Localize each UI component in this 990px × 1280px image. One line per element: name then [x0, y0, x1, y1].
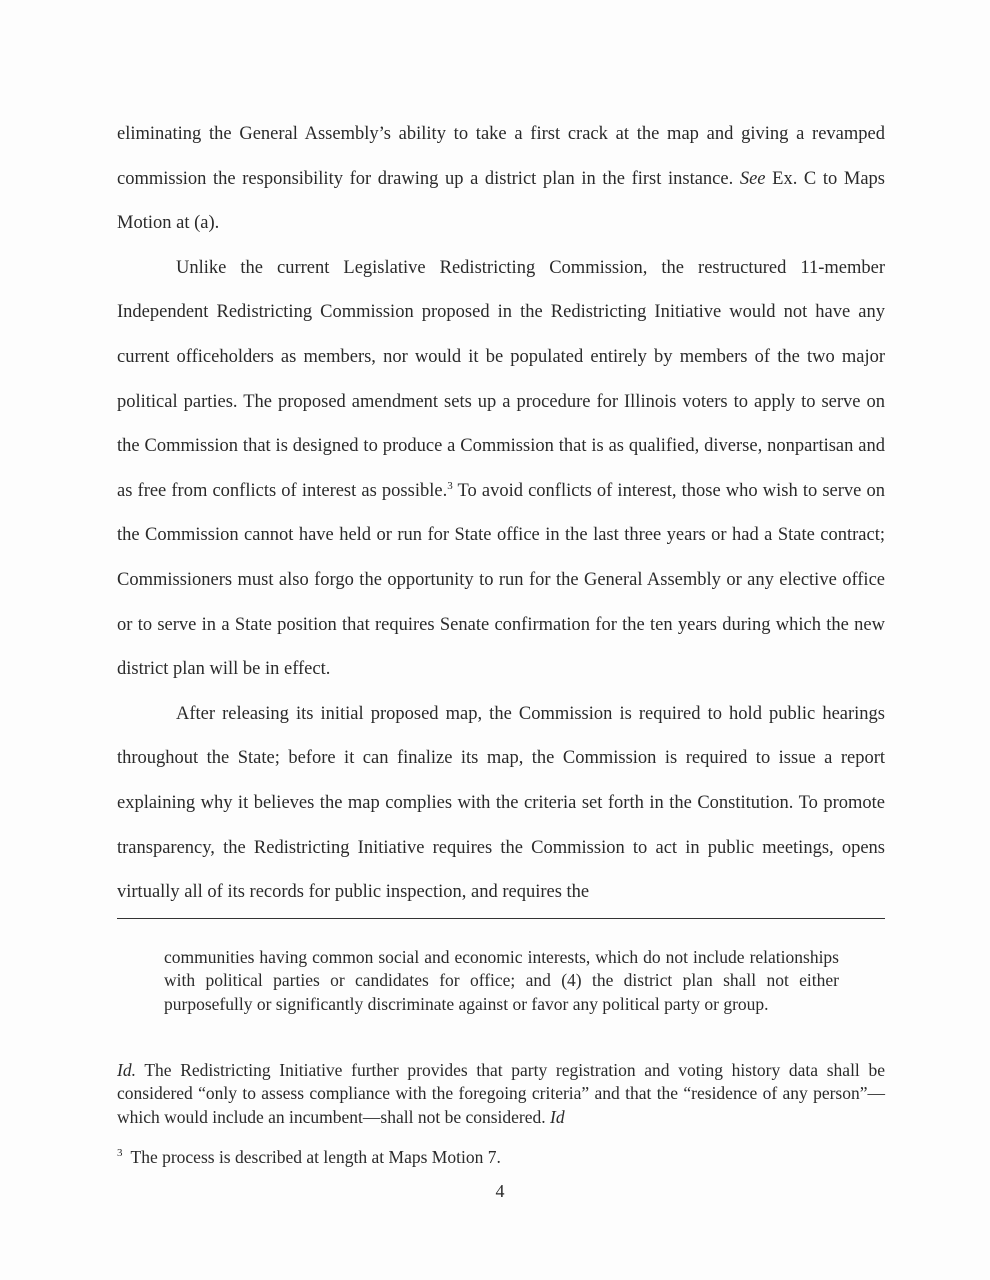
id-signal: Id.: [117, 1060, 136, 1080]
body-text: [117, 112, 885, 915]
footnote-block-quote: communities having common social and economic interests, which do not include relationships with political parties or candidates for office; and (4) the district plan shall not either purposefully or significantly discriminate against or favor any political party or group.: [164, 947, 839, 1014]
footnote-3-text: The process is described at length at Maps Motion 7.: [130, 1147, 501, 1167]
paragraph-1: eliminating the General Assembly’s ability to take a first crack at the map and giving a revamped commission the responsibility for drawing up a district plan in the first instance. See Ex. C to Maps Motion at (a).: [117, 124, 885, 234]
footnote-3-mark: 3: [117, 1147, 123, 1160]
footnote-divider: [117, 918, 885, 919]
id-signal-end: Id: [550, 1106, 565, 1127]
paragraph-3: After releasing its initial proposed map, the Commission is required to hold public hearings throughout the State; before it can finalize its map, the Commission is required to issue a report explaining why it believes the map complies with the criteria set forth in the Constitution. To promote transparency, the Redistricting Initiative requires the Commission to act in public meetings, opens virtually all of its records for public inspection, and requires the: [117, 703, 885, 903]
paragraph-2: Unlike the current Legislative Redistricting Commission, the restructured 11-member Independent Redistricting Commission proposed in the Redistricting Initiative would not have any current officeholders as members, nor would it be populated entirely by members of the two major political parties. The proposed amendment sets up a procedure for Illinois voters to apply to serve on the Commission that is designed to produce a Commission that is as qualified, diverse, nonpartisan and as free from conflicts of interest as possible.$^3$ To avoid conflicts of interest, those who wish to serve on the Commission cannot have held or run for State office in the last three years or had a State contract; Commissioners must also forgo the opportunity to run for the General Assembly or any elective office or to serve in a State position that requires Senate confirmation for the ten years during which the new district plan will be in effect.: [117, 257, 886, 680]
see-signal: See: [739, 168, 766, 189]
footnote-continuation: Id. The Redistricting Initiative further provides that party registration and voting history data shall be considered “only to assess compliance with the foregoing criteria” and that the “residence of any person”—which would include an incumbent—shall not be considered. Id: [117, 1060, 885, 1127]
footnote-3: [117, 1145, 885, 1169]
page-number: 4: [495, 1181, 505, 1201]
footnote-ref-3[interactable]: 3: [447, 479, 453, 492]
